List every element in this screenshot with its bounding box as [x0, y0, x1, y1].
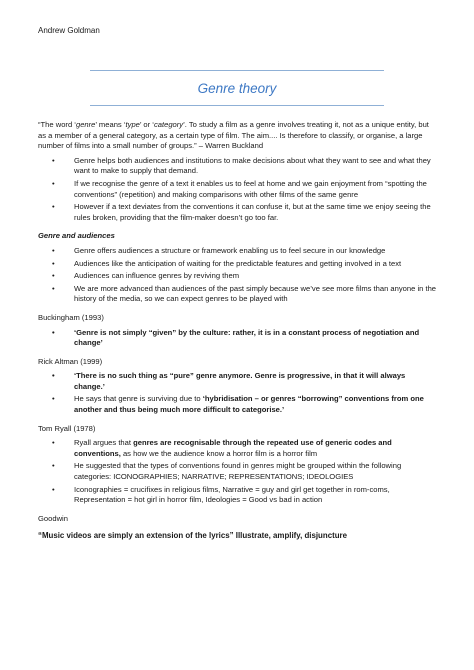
audiences-bullet-list [38, 246, 438, 305]
theorist-altman: Rick Altman (1999) [38, 356, 103, 366]
list-item: • If we recognise the genre of a text it enables us to feel at home and we gain enjoyment from “spotting the conventions” (repetition) and making comparisons with other films of the same genre [38, 179, 438, 200]
intro-quote: “The word ‘genre’ means ‘type’ or ‘category’. To study a film as a genre involves treating it, not as a unique entity, but as a member of a general category, as a certain type of film. The aim.... Is therefore to classify, or organise, a large number of films into a small number of groups.” – Warren Buckland [38, 120, 429, 151]
list-item: • Audiences like the anticipation of waiting for the predictable features and getting involved in a text [38, 259, 438, 270]
list-item: • However if a text deviates from the conventions it can confuse it, but at the same time we enjoy seeing the rules broken, providing that the film-maker doesn’t go too far. [38, 202, 438, 223]
theorist-goodwin: Goodwin [38, 513, 68, 523]
theorist-ryall: Tom Ryall (1978) [38, 423, 96, 433]
document-body [38, 120, 438, 542]
list-item: • Audiences can influence genres by reviving them [38, 271, 438, 282]
section-heading-audiences: Genre and audiences [38, 231, 115, 241]
altman-bullet-list [38, 371, 438, 415]
list-item: • We are more advanced than audiences of the past simply because we’ve see more films than anyone in the history of the media, so we can expect genres to be played with [38, 284, 438, 305]
goodwin-quote: “Music videos are simply an extension of the lyrics” Illustrate, amplify, disjuncture [38, 531, 347, 541]
title-rule-top [90, 70, 384, 71]
list-item: • ‘Genre is not simply “given” by the culture: rather, it is in a constant process of negotiation and change’ [38, 328, 438, 349]
list-item: • Iconographies = crucifixes in religious films, Narrative = guy and girl get together in rom-coms, Representation = hot girl in horror film, Ideologies = Good vs bad in action [38, 485, 438, 506]
list-item: • Genre offers audiences a structure or framework enabling us to feel secure in our knowledge [38, 246, 438, 257]
list-item: • Ryall argues that genres are recognisable through the repeated use of generic codes and conventions, as how we the audience know a horror film is a horror film [38, 438, 438, 459]
ryall-bullet-list [38, 438, 438, 506]
buckingham-bullet-list [38, 328, 438, 349]
list-item: • ‘There is no such thing as “pure” genre anymore. Genre is progressive, in that it will always change.’ [38, 371, 438, 392]
header-author: Andrew Goldman [38, 26, 100, 35]
genre-bullet-list [38, 156, 438, 224]
list-item: • He suggested that the types of conventions found in genres might be grouped within the following categories: ICONOGRAPHIES; NARRATIVE; REPRESENTATIONS; IDEOLOGIES [38, 461, 438, 482]
theorist-buckingham: Buckingham (1993) [38, 312, 104, 322]
page-title: Genre theory [197, 81, 277, 96]
list-item: • He says that genre is surviving due to ‘hybridisation – or genres “borrowing” conventions from one another and thus being much more difficult to categorise.’ [38, 394, 438, 415]
list-item: • Genre helps both audiences and institutions to make decisions about what they want to see and what they want to make to supply that demand. [38, 156, 438, 177]
title-rule-bottom [90, 105, 384, 106]
